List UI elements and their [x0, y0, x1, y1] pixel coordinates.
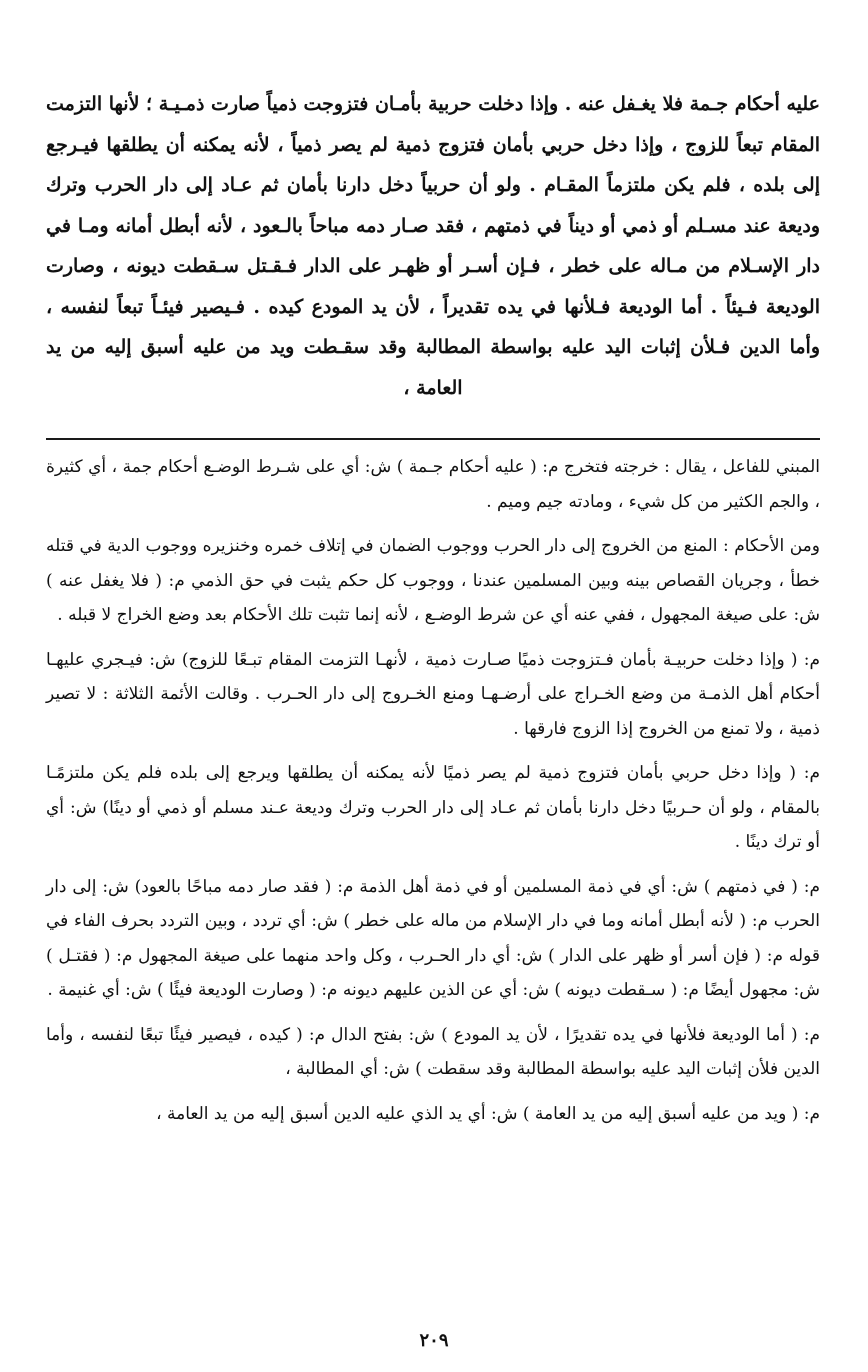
commentary-paragraph: م: ( ويد من عليه أسبق إليه من يد العامة ) ش: أي يد الذي عليه الدين أسبق إليه من يد العامة ،: [156, 1103, 820, 1124]
commentary-paragraph: م: ( أما الوديعة فلأنها في يده تقديرًا ، لأن يد المودع ) ش: بفتح الدال م: ( كيده ، فيصير فيئًا تبعًا لنفسه ، وأما الدين فلأن إثبات اليد عليه بواسطة المطالبة وقد سقطت ) ش: أي المطالبة ،: [46, 1024, 820, 1079]
main-text: عليه أحكام جـمة فلا يغـفل عنه . وإذا دخلت حربية بأمـان فتزوجت ذمياً صارت ذمـيـة ؛ لأنها التزمت المقام تبعاً للزوج ، وإذا دخل حربي بأمان فتزوج ذمية لم يصر ذمياً ، لأنه يمكنه أن يطلقها فيـرجع إلى بلده ، فلم يكن ملتزماً المقـام . ولو أن حربياً دخل دارنا بأمان ثم عـاد إلى دار الحرب وترك وديعة عند مسـلم أو ذمي أو ديناً في ذمتهم ، فقد صـار دمه مباحاً بالـعود ، لأنه أبطل أمانه ومـا في دار الإسـلام من مـاله على خطر ، فـإن أسـر أو ظهـر على الدار فـقـتل سـقطت ديونه ، وصارت الوديعة فـيئاً . أما الوديعة فـلأنها في يده تقديراً ، لأن يد المودع كيده . فـيصير فيئـاً تبعاً لنفسه ، وأما الدين فـلأن إثبات اليد عليه بواسطة المطالبة وقد سقـطت ويد من عليه أسبق إليه من يد العامة ،: [46, 93, 820, 399]
commentary-paragraph: ومن الأحكام : المنع من الخروج إلى دار الحرب ووجوب الضمان في إتلاف خمره وخنزيره ووجوب الدية في قتله خطأ ، وجريان القصاص بينه وبين المسلمين عندنا ، ووجوب كل حكم يثبت في حق الذمي م: ( فلا يغفل عنه ) ش: على صيغة المجهول ، ففي عنه أي عن شرط الوضـع ، لأنه إنما تثبت تلك الأحكام بعد وضع الخراج لا قبله .: [46, 536, 820, 625]
commentary-paragraph: المبني للفاعل ، يقال : خرجته فتخرج م: ( عليه أحكام جـمة ) ش: أي على شـرط الوضـع أحكام جمة ، أي كثيرة ، والجم الكثير من كل شيء ، ومادته جيم وميم .: [46, 457, 820, 512]
commentary-paragraph: م: ( وإذا دخل حربي بأمان فتزوج ذمية لم يصر ذميًا لأنه يمكنه أن يطلقها ويرجع إلى بلده فلم يكن ملتزمًـا بالمقام ، ولو أن حـربيًا دخل دارنا بأمان ثم عـاد إلى دار الحرب وترك وديعة عـند مسلم أو ذمي أو دينًا) ش: أي أو ترك دينًا .: [46, 763, 820, 852]
footnote-divider: [46, 438, 820, 440]
commentary-section: [46, 450, 820, 1141]
commentary-paragraph: م: ( وإذا دخلت حربيـة بأمان فـتزوجت ذميًا صـارت ذمية ، لأنهـا التزمت المقام تبـعًا للزوج) ش: فيـجري عليهـا أحكام أهل الذمـة من وضع الخـراج على أرضـهـا ومنع الخـروج إلى دار الحـرب . وقالت الأئمة الثلاثة : لا تصير ذمية ، ولا تمنع من الخروج إذا الزوج فارقها .: [46, 649, 820, 739]
commentary-paragraph: م: ( في ذمتهم ) ش: أي في ذمة المسلمين أو في ذمة أهل الذمة م: ( فقد صار دمه مباحًا بالعود) ش: إلى دار الحرب م: ( لأنه أبطل أمانه وما في دار الإسلام من ماله على خطر ) ش: أي تردد ، وبين التردد بحرف الفاء في قوله م: ( فإن أسر أو ظهر على الدار ) ش: أي دار الحـرب ، وكل واحد منهما على صيغة المجهول م: ( فقتـل ) ش: مجهول أيضًا م: ( سـقطت ديونه ) ش: أي عن الذين عليهم ديونه م: ( وصارت الوديعة فيئًا ) ش: أي غنيمة .: [46, 876, 820, 1000]
page-number: ٢٠٩: [419, 1330, 449, 1351]
